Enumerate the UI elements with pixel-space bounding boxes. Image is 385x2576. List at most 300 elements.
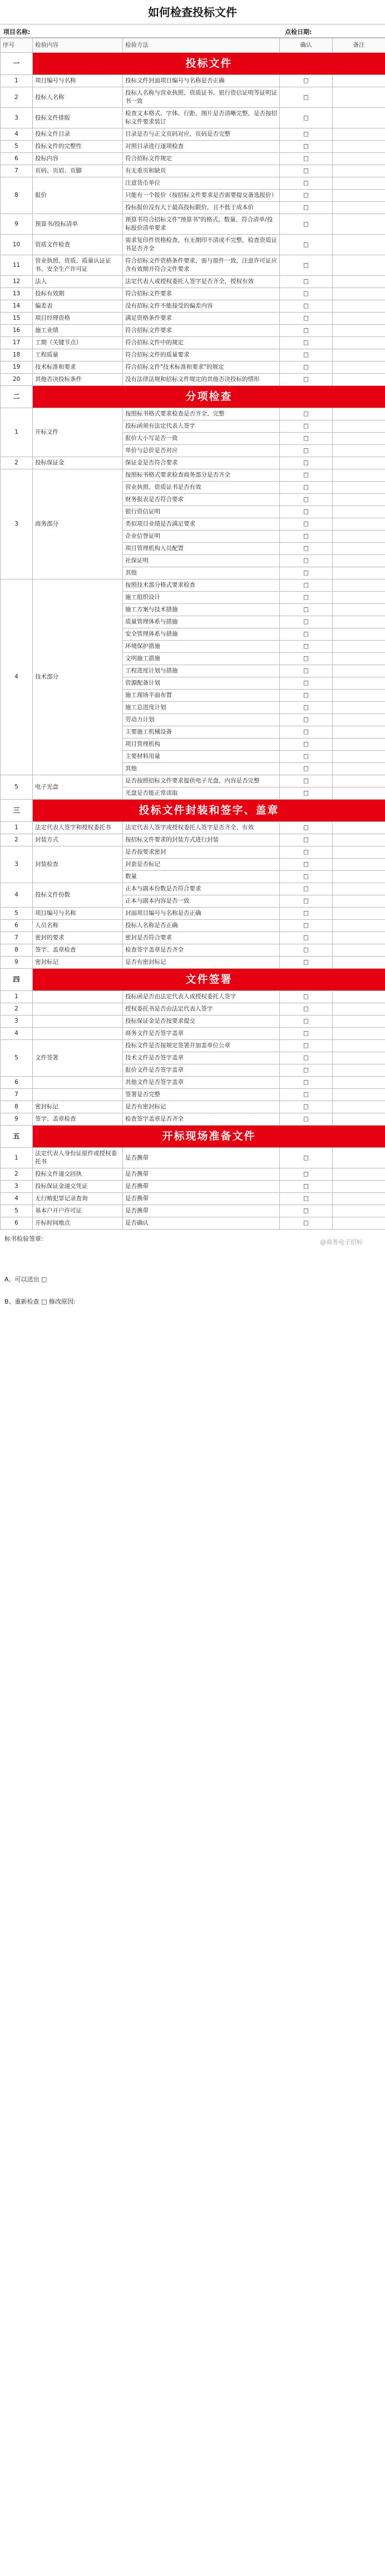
table-row [1, 337, 385, 349]
table-row [1, 288, 385, 300]
confirm-checkbox[interactable]: □ [280, 1113, 333, 1126]
remark-cell[interactable] [333, 288, 385, 300]
row-number: 9 [1, 1113, 33, 1126]
table-row [1, 469, 385, 482]
remark-cell[interactable] [333, 1089, 385, 1101]
row-number: 7 [1, 165, 33, 177]
section-header-row [1, 1126, 385, 1148]
remark-cell[interactable] [333, 714, 385, 726]
confirm-checkbox[interactable]: □ [280, 543, 333, 555]
table-row [1, 1168, 385, 1181]
check-item: 法定代表人身份证原件或授权委托书 [33, 1148, 123, 1168]
confirm-checkbox[interactable]: □ [280, 751, 333, 763]
remark-cell[interactable] [333, 165, 385, 177]
confirm-checkbox[interactable]: □ [280, 653, 333, 665]
check-method: 类似项目业绩是否满足要求 [123, 518, 280, 531]
remark-cell[interactable] [333, 932, 385, 944]
confirm-checkbox[interactable]: □ [280, 871, 333, 883]
row-number: 1 [1, 822, 33, 834]
confirm-checkbox[interactable]: □ [280, 787, 333, 800]
table-row [1, 87, 385, 108]
remark-cell[interactable] [333, 1077, 385, 1089]
confirm-checkbox[interactable]: □ [280, 361, 333, 374]
check-method: 预算书符合招标文件"预算书"的格式、数量、符合清单/投标报价清单要求 [123, 214, 280, 235]
table-row [1, 1217, 385, 1230]
remark-cell[interactable] [333, 567, 385, 579]
page-title: 如何检查投标文件 [0, 0, 385, 24]
table-row [1, 1028, 385, 1040]
table-row [1, 300, 385, 313]
check-item: 基本户开户许可证 [33, 1205, 123, 1217]
confirm-checkbox[interactable]: □ [280, 604, 333, 616]
remark-cell[interactable] [333, 1003, 385, 1015]
col-header-no: 序号 [1, 38, 33, 53]
confirm-checkbox[interactable]: □ [280, 739, 333, 751]
confirm-checkbox[interactable]: □ [280, 1040, 333, 1052]
remark-cell[interactable] [333, 457, 385, 469]
remark-cell[interactable] [333, 190, 385, 202]
remark-cell[interactable] [333, 1168, 385, 1181]
check-method: 按照标书格式要求检查是否齐全、完整 [123, 408, 280, 420]
confirm-checkbox[interactable]: □ [280, 690, 333, 702]
confirm-checkbox[interactable]: □ [280, 641, 333, 653]
confirm-checkbox[interactable]: □ [280, 337, 333, 349]
remark-cell[interactable] [333, 859, 385, 871]
row-number: 6 [1, 1077, 33, 1089]
check-item: 封装方式 [33, 834, 123, 846]
confirm-checkbox[interactable]: □ [280, 944, 333, 957]
confirm-checkbox[interactable]: □ [280, 87, 333, 108]
check-method: 保证金是否符合要求 [123, 457, 280, 469]
check-item: 投标有效期 [33, 288, 123, 300]
check-item: 法人 [33, 276, 123, 288]
remark-cell[interactable] [333, 628, 385, 641]
remark-cell[interactable] [333, 87, 385, 108]
confirm-checkbox[interactable]: □ [280, 235, 333, 255]
row-number: 3 [1, 846, 33, 883]
confirm-checkbox[interactable]: □ [280, 445, 333, 457]
table-row [1, 165, 385, 177]
check-method: 目录是否与正文页码对应，页码是否完整 [123, 128, 280, 141]
confirm-checkbox[interactable]: □ [280, 1148, 333, 1168]
check-method: 授权委托书是否由法定代表人签字 [123, 1003, 280, 1015]
confirm-checkbox[interactable]: □ [280, 555, 333, 567]
remark-cell[interactable] [333, 531, 385, 543]
remark-cell[interactable] [333, 361, 385, 374]
confirm-checkbox[interactable]: □ [280, 255, 333, 276]
section-header-row [1, 800, 385, 822]
check-method: 单价与总价是否对应 [123, 445, 280, 457]
confirm-checkbox[interactable]: □ [280, 895, 333, 908]
row-number: 10 [1, 235, 33, 255]
row-number: 3 [1, 469, 33, 579]
check-item: 签字、盖章检查 [33, 944, 123, 957]
check-item: 投标文件排版 [33, 108, 123, 128]
confirm-checkbox[interactable]: □ [280, 834, 333, 846]
confirm-checkbox[interactable]: □ [280, 991, 333, 1003]
remark-cell[interactable] [333, 255, 385, 276]
confirm-checkbox[interactable]: □ [280, 592, 333, 604]
row-number: 20 [1, 374, 33, 386]
remark-cell[interactable] [333, 153, 385, 165]
row-number: 5 [1, 141, 33, 153]
confirm-checkbox[interactable]: □ [280, 128, 333, 141]
check-item: 工期（关键节点） [33, 337, 123, 349]
check-method: 是否按要求密封 [123, 846, 280, 859]
remark-cell[interactable] [333, 871, 385, 883]
check-method: 项目管理机构 [123, 739, 280, 751]
remark-cell[interactable] [333, 141, 385, 153]
remark-cell[interactable] [333, 506, 385, 518]
inspection-date-label: 点检日期: [285, 28, 312, 36]
remark-cell[interactable] [333, 374, 385, 386]
row-number: 8 [1, 944, 33, 957]
remark-cell[interactable] [333, 1052, 385, 1064]
remark-cell[interactable] [333, 1181, 385, 1193]
confirm-checkbox[interactable]: □ [280, 408, 333, 420]
remark-cell[interactable] [333, 991, 385, 1003]
confirm-checkbox[interactable]: □ [280, 714, 333, 726]
check-method: 没有招标文件不能接受的偏差内容 [123, 300, 280, 313]
table-row [1, 153, 385, 165]
confirm-checkbox[interactable]: □ [280, 214, 333, 235]
confirm-checkbox[interactable]: □ [280, 702, 333, 714]
row-number: 2 [1, 87, 33, 108]
remark-cell[interactable] [333, 702, 385, 714]
remark-cell[interactable] [333, 128, 385, 141]
watermark: @商务电子招标 [320, 1239, 363, 1246]
confirm-checkbox[interactable]: □ [280, 1168, 333, 1181]
confirm-checkbox[interactable]: □ [280, 482, 333, 494]
remark-cell[interactable] [333, 592, 385, 604]
check-method: 报价文件是否签字盖章 [123, 1064, 280, 1077]
check-method: 符合招标文件规定 [123, 153, 280, 165]
confirm-checkbox[interactable]: □ [280, 313, 333, 325]
footer [0, 1230, 385, 1313]
remark-cell[interactable] [333, 677, 385, 690]
confirm-checkbox[interactable]: □ [280, 677, 333, 690]
confirm-checkbox[interactable]: □ [280, 846, 333, 859]
table-row [1, 1181, 385, 1193]
confirm-checkbox[interactable]: □ [280, 579, 333, 592]
remark-cell[interactable] [333, 75, 385, 87]
section-title: 文件签署 [33, 969, 385, 991]
remark-cell[interactable] [333, 763, 385, 775]
confirm-checkbox[interactable]: □ [280, 374, 333, 386]
confirm-checkbox[interactable]: □ [280, 420, 333, 433]
table-row [1, 908, 385, 920]
check-method: 施工组织设计 [123, 592, 280, 604]
remark-cell[interactable] [333, 1113, 385, 1126]
remark-cell[interactable] [333, 337, 385, 349]
confirm-checkbox[interactable]: □ [280, 567, 333, 579]
remark-cell[interactable] [333, 834, 385, 846]
remark-cell[interactable] [333, 420, 385, 433]
check-item: 其他否决投标条件 [33, 374, 123, 386]
check-method: 是否按照招标文件要求提供电子光盘，内容是否完整 [123, 775, 280, 787]
confirm-checkbox[interactable]: □ [280, 75, 333, 87]
confirm-checkbox[interactable]: □ [280, 1077, 333, 1089]
confirm-checkbox[interactable]: □ [280, 883, 333, 895]
row-number: 1 [1, 75, 33, 87]
remark-cell[interactable] [333, 1101, 385, 1113]
confirm-checkbox[interactable]: □ [280, 1181, 333, 1193]
row-number: 16 [1, 325, 33, 337]
row-number: 2 [1, 1003, 33, 1015]
confirm-checkbox[interactable]: □ [280, 190, 333, 202]
check-method: 符合招标文件要求 [123, 288, 280, 300]
row-number: 5 [1, 1040, 33, 1077]
remark-cell[interactable] [333, 469, 385, 482]
remark-cell[interactable] [333, 202, 385, 214]
confirm-checkbox[interactable]: □ [280, 276, 333, 288]
confirm-checkbox[interactable]: □ [280, 859, 333, 871]
remark-cell[interactable] [333, 1040, 385, 1052]
check-method: 是否携带 [123, 1205, 280, 1217]
confirm-checkbox[interactable]: □ [280, 822, 333, 834]
table-row [1, 108, 385, 128]
remark-cell[interactable] [333, 726, 385, 739]
checklist-body [1, 53, 385, 1230]
table-row [1, 1089, 385, 1101]
remark-cell[interactable] [333, 1064, 385, 1077]
row-number: 9 [1, 214, 33, 235]
remark-cell[interactable] [333, 751, 385, 763]
remark-cell[interactable] [333, 235, 385, 255]
confirm-checkbox[interactable]: □ [280, 920, 333, 932]
check-method: 符合招标文件资格条件要求，需与原件一致，注意许可证应含有效期并符合文件要求 [123, 255, 280, 276]
confirm-checkbox[interactable]: □ [280, 628, 333, 641]
check-item: 投标文件目录 [33, 128, 123, 141]
table-row [1, 957, 385, 969]
remark-cell[interactable] [333, 325, 385, 337]
remark-cell[interactable] [333, 653, 385, 665]
check-method: 是否有密封标记 [123, 1101, 280, 1113]
remark-cell[interactable] [333, 641, 385, 653]
check-item: 预算书/投标清单 [33, 214, 123, 235]
confirm-checkbox[interactable]: □ [280, 616, 333, 628]
table-row [1, 1040, 385, 1052]
row-number: 13 [1, 288, 33, 300]
remark-cell[interactable] [333, 494, 385, 506]
confirm-checkbox[interactable]: □ [280, 349, 333, 361]
check-item: 法定代表人签字和授权委托书 [33, 822, 123, 834]
confirm-checkbox[interactable]: □ [280, 1217, 333, 1230]
remark-cell[interactable] [333, 555, 385, 567]
confirm-checkbox[interactable]: □ [280, 506, 333, 518]
section-header-row [1, 53, 385, 75]
checklist-table [0, 38, 385, 1230]
check-item: 投标人名称 [33, 87, 123, 108]
check-item: 工程质量 [33, 349, 123, 361]
check-method: 数量 [123, 871, 280, 883]
check-method: 注意货币单位 [123, 177, 280, 190]
signature-label: 标书检验签章: [4, 1235, 43, 1242]
confirm-checkbox[interactable]: □ [280, 908, 333, 920]
confirm-checkbox[interactable]: □ [280, 288, 333, 300]
confirm-checkbox[interactable]: □ [280, 108, 333, 128]
check-method: 工程进度计划与措施 [123, 665, 280, 677]
remark-cell[interactable] [333, 276, 385, 288]
row-number: 3 [1, 1181, 33, 1193]
check-method: 是否携带 [123, 1193, 280, 1205]
remark-cell[interactable] [333, 908, 385, 920]
section-title: 分项检查 [33, 386, 385, 408]
remark-cell[interactable] [333, 445, 385, 457]
check-method: 主要材料用量 [123, 751, 280, 763]
table-row [1, 325, 385, 337]
remark-cell[interactable] [333, 616, 385, 628]
row-number: 6 [1, 920, 33, 932]
remark-cell[interactable] [333, 883, 385, 895]
check-method: 其他 [123, 567, 280, 579]
check-method: 是否有密封标记 [123, 957, 280, 969]
confirm-checkbox[interactable]: □ [280, 1205, 333, 1217]
remark-cell[interactable] [333, 108, 385, 128]
remark-cell[interactable] [333, 543, 385, 555]
confirm-checkbox[interactable]: □ [280, 518, 333, 531]
remark-cell[interactable] [333, 604, 385, 616]
confirm-checkbox[interactable]: □ [280, 153, 333, 165]
confirm-checkbox[interactable]: □ [280, 325, 333, 337]
table-row [1, 1077, 385, 1089]
row-number: 4 [1, 883, 33, 908]
check-method: 营业执照、资质证书是否有效 [123, 482, 280, 494]
remark-cell[interactable] [333, 665, 385, 677]
check-item: 文件签署 [33, 1040, 123, 1077]
meta-row [0, 24, 385, 38]
table-row [1, 457, 385, 469]
remark-cell[interactable] [333, 739, 385, 751]
check-item: 项目经理资格 [33, 313, 123, 325]
remark-cell[interactable] [333, 895, 385, 908]
confirm-checkbox[interactable]: □ [280, 165, 333, 177]
remark-cell[interactable] [333, 1028, 385, 1040]
confirm-checkbox[interactable]: □ [280, 1052, 333, 1064]
confirm-checkbox[interactable]: □ [280, 957, 333, 969]
remark-cell[interactable] [333, 920, 385, 932]
remark-cell[interactable] [333, 1015, 385, 1028]
table-row [1, 1003, 385, 1015]
check-method: 资源配备计划 [123, 677, 280, 690]
remark-cell[interactable] [333, 408, 385, 420]
table-row [1, 361, 385, 374]
table-row [1, 1193, 385, 1205]
check-item: 施工业绩 [33, 325, 123, 337]
check-method: 正本与副本份数是否符合要求 [123, 883, 280, 895]
confirm-checkbox[interactable]: □ [280, 300, 333, 313]
table-row [1, 349, 385, 361]
confirm-checkbox[interactable]: □ [280, 775, 333, 787]
confirm-checkbox[interactable]: □ [280, 1028, 333, 1040]
remark-cell[interactable] [333, 822, 385, 834]
section-header-row [1, 386, 385, 408]
row-number: 15 [1, 313, 33, 325]
remark-cell[interactable] [333, 957, 385, 969]
check-method: 是否携带 [123, 1148, 280, 1168]
table-row [1, 991, 385, 1003]
table-row [1, 1101, 385, 1113]
remark-cell[interactable] [333, 1217, 385, 1230]
confirm-checkbox[interactable]: □ [280, 457, 333, 469]
confirm-checkbox[interactable]: □ [280, 1064, 333, 1077]
check-item: 页码、页眉、页脚 [33, 165, 123, 177]
row-number: 1 [1, 1148, 33, 1168]
table-row [1, 141, 385, 153]
row-number: 6 [1, 153, 33, 165]
confirm-checkbox[interactable]: □ [280, 726, 333, 739]
row-number: 2 [1, 1168, 33, 1181]
remark-cell[interactable] [333, 775, 385, 787]
table-row [1, 128, 385, 141]
remark-cell[interactable] [333, 313, 385, 325]
table-row [1, 255, 385, 276]
remark-cell[interactable] [333, 944, 385, 957]
confirm-checkbox[interactable]: □ [280, 494, 333, 506]
row-number: 1 [1, 991, 33, 1003]
remark-cell[interactable] [333, 579, 385, 592]
confirm-checkbox[interactable]: □ [280, 531, 333, 543]
check-method: 只能有一个报价（按招标文件要求是否需要提交备选报价） [123, 190, 280, 202]
confirm-checkbox[interactable]: □ [280, 665, 333, 677]
remark-cell[interactable] [333, 690, 385, 702]
confirm-checkbox[interactable]: □ [280, 1003, 333, 1015]
check-item: 报价 [33, 177, 123, 214]
remark-cell[interactable] [333, 482, 385, 494]
remark-cell[interactable] [333, 1193, 385, 1205]
confirm-checkbox[interactable]: □ [280, 1089, 333, 1101]
check-method: 技术文件是否签字盖章 [123, 1052, 280, 1064]
check-method: 施工方案与技术措施 [123, 604, 280, 616]
remark-cell[interactable] [333, 214, 385, 235]
confirm-checkbox[interactable]: □ [280, 932, 333, 944]
confirm-checkbox[interactable]: □ [280, 177, 333, 190]
check-method: 投标函须有法定代表人签字 [123, 420, 280, 433]
remark-cell[interactable] [333, 787, 385, 800]
confirm-checkbox[interactable]: □ [280, 1015, 333, 1028]
remark-cell[interactable] [333, 1148, 385, 1168]
check-item [33, 1077, 123, 1089]
check-item: 人员名称 [33, 920, 123, 932]
check-method: 光盘是否能正常读取 [123, 787, 280, 800]
remark-cell[interactable] [333, 177, 385, 190]
confirm-checkbox[interactable]: □ [280, 433, 333, 445]
remark-cell[interactable] [333, 846, 385, 859]
remark-cell[interactable] [333, 433, 385, 445]
check-method: 是否携带 [123, 1168, 280, 1181]
check-item: 项目编号与名称 [33, 908, 123, 920]
check-item: 投标保证金 [33, 457, 123, 469]
confirm-checkbox[interactable]: □ [280, 202, 333, 214]
confirm-checkbox[interactable]: □ [280, 1101, 333, 1113]
check-item: 签字、盖章检查 [33, 1113, 123, 1126]
remark-cell[interactable] [333, 518, 385, 531]
remark-cell[interactable] [333, 300, 385, 313]
check-method: 按照标书格式要求检查商务部分是否齐全 [123, 469, 280, 482]
section-number: 三 [1, 800, 33, 822]
table-row [1, 920, 385, 932]
check-item: 投标文件的完整性 [33, 141, 123, 153]
check-item: 封装检查 [33, 846, 123, 883]
table-row [1, 822, 385, 834]
remark-cell[interactable] [333, 1205, 385, 1217]
confirm-checkbox[interactable]: □ [280, 1193, 333, 1205]
remark-cell[interactable] [333, 349, 385, 361]
table-row [1, 214, 385, 235]
confirm-checkbox[interactable]: □ [280, 763, 333, 775]
confirm-checkbox[interactable]: □ [280, 141, 333, 153]
confirm-checkbox[interactable]: □ [280, 469, 333, 482]
